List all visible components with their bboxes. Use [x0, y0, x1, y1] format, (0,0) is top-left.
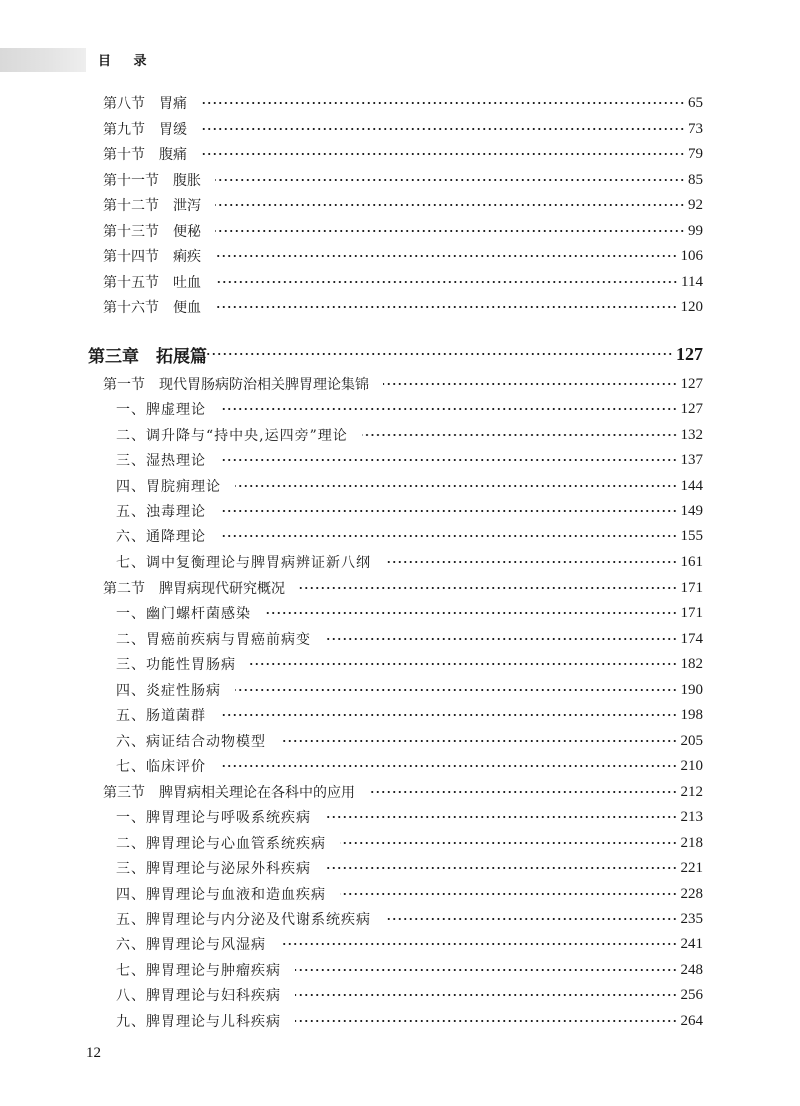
toc-entry-title: 第十三节 便秘 — [103, 224, 201, 240]
toc-entry-title: 五、浊毒理论 — [116, 504, 206, 520]
dot-leader — [280, 738, 678, 744]
toc-page-number: 241 — [680, 935, 703, 952]
toc-subsection-entry[interactable] — [116, 932, 703, 956]
toc-entry-title: 九、脾胃理论与儿科疾病 — [116, 1014, 281, 1030]
toc-page-number: 171 — [680, 579, 703, 596]
toc-section-entry[interactable] — [103, 270, 703, 294]
dot-leader — [385, 559, 678, 565]
toc-page-number: 137 — [680, 451, 703, 468]
toc-entry-title: 二、调升降与“持中央,运四旁”理论 — [116, 428, 348, 444]
toc-section-entry[interactable] — [103, 193, 703, 217]
toc-subsection-entry[interactable] — [116, 627, 703, 651]
toc-subsection-entry[interactable] — [116, 831, 703, 855]
toc-subsection-entry[interactable] — [116, 524, 703, 548]
toc-section-entry[interactable] — [103, 244, 703, 268]
dot-leader — [215, 279, 678, 285]
toc-entry-title: 六、脾胃理论与风湿病 — [116, 937, 266, 953]
toc-subsection-entry[interactable] — [116, 397, 703, 421]
toc-entry-title: 三、功能性胃肠病 — [116, 657, 236, 673]
toc-page-number: 85 — [688, 171, 703, 188]
toc-subsection-entry[interactable] — [116, 550, 703, 574]
dot-leader — [220, 712, 678, 718]
page-number: 12 — [86, 1045, 101, 1061]
toc-entry-title: 第十六节 便血 — [103, 300, 201, 316]
dot-leader — [340, 891, 678, 897]
toc-entry-title: 第八节 胃痛 — [103, 96, 187, 112]
toc-page-number: 205 — [680, 732, 703, 749]
toc-subsection-entry[interactable] — [116, 958, 703, 982]
toc-page-number: 127 — [680, 400, 703, 417]
toc-page-number: 73 — [688, 120, 703, 137]
toc-subsection-entry[interactable] — [116, 652, 703, 676]
toc-entry-title: 七、临床评价 — [116, 759, 206, 775]
toc-page-number: 228 — [680, 885, 703, 902]
dot-leader — [215, 228, 685, 234]
toc-page-number: 132 — [680, 426, 703, 443]
toc-subsection-entry[interactable] — [116, 423, 703, 447]
toc-page-number: 190 — [680, 681, 703, 698]
toc-entry-title: 三、湿热理论 — [116, 453, 206, 469]
toc-section-entry[interactable] — [103, 91, 703, 115]
toc-entry-title: 三、脾胃理论与泌尿外科疾病 — [116, 861, 311, 877]
toc-page-number: 235 — [680, 910, 703, 927]
toc-section-entry[interactable] — [103, 780, 703, 804]
toc-page-number: 182 — [680, 655, 703, 672]
dot-leader — [220, 457, 678, 463]
toc-entry-title: 七、调中复衡理论与脾胃病辨证新八纲 — [116, 555, 371, 571]
toc-entry-title: 第十四节 痢疾 — [103, 249, 201, 265]
dot-leader — [280, 941, 678, 947]
toc-section-entry[interactable] — [103, 168, 703, 192]
toc-subsection-entry[interactable] — [116, 729, 703, 753]
toc-page-number: 120 — [680, 298, 703, 315]
toc-entry-title: 第三节 脾胃病相关理论在各科中的应用 — [103, 785, 355, 801]
toc-entry-title: 第十一节 腹胀 — [103, 173, 201, 189]
toc-entry-title: 四、脾胃理论与血液和造血疾病 — [116, 887, 326, 903]
toc-entry-title: 二、脾胃理论与心血管系统疾病 — [116, 836, 326, 852]
dot-leader — [325, 636, 678, 642]
toc-entry-title: 第十节 腹痛 — [103, 147, 187, 163]
toc-section-entry[interactable] — [103, 117, 703, 141]
toc-subsection-entry[interactable] — [116, 882, 703, 906]
toc-page-number: 114 — [681, 273, 703, 290]
dot-leader — [265, 610, 678, 616]
toc-page-number: 218 — [680, 834, 703, 851]
toc-entry-title: 第一节 现代胃肠病防治相关脾胃理论集锦 — [103, 377, 369, 393]
toc-entry-title: 一、脾胃理论与呼吸系统疾病 — [116, 810, 311, 826]
toc-page-number: 144 — [680, 477, 703, 494]
toc-page-number: 127 — [680, 375, 703, 392]
toc-subsection-entry[interactable] — [116, 474, 703, 498]
toc-page-number: 256 — [680, 986, 703, 1003]
dot-leader — [220, 533, 678, 539]
toc-entry-title: 六、通降理论 — [116, 529, 206, 545]
dot-leader — [220, 406, 678, 412]
toc-page-number: 210 — [680, 757, 703, 774]
toc-entry-title: 五、脾胃理论与内分泌及代谢系统疾病 — [116, 912, 371, 928]
toc-subsection-entry[interactable] — [116, 448, 703, 472]
toc-subsection-entry[interactable] — [116, 754, 703, 778]
toc-page-number: 174 — [680, 630, 703, 647]
toc-page-number: 171 — [680, 604, 703, 621]
dot-leader — [383, 381, 678, 387]
toc-subsection-entry[interactable] — [116, 703, 703, 727]
dot-leader — [250, 661, 678, 667]
toc-entry-title: 八、脾胃理论与妇科疾病 — [116, 988, 281, 1004]
dot-leader — [235, 687, 678, 693]
dot-leader — [369, 789, 678, 795]
dot-leader — [295, 967, 678, 973]
running-header-title: 目 录 — [98, 54, 156, 69]
toc-subsection-entry[interactable] — [116, 983, 703, 1007]
dot-leader — [362, 432, 678, 438]
dot-leader — [215, 304, 678, 310]
toc-subsection-entry[interactable] — [116, 499, 703, 523]
dot-leader — [201, 151, 685, 157]
toc-page-number: 149 — [680, 502, 703, 519]
toc-page-number: 79 — [688, 145, 703, 162]
dot-leader — [215, 253, 678, 259]
dot-leader — [201, 100, 685, 106]
toc-section-entry[interactable] — [103, 295, 703, 319]
dot-leader — [299, 585, 678, 591]
toc-page-number: 264 — [680, 1012, 703, 1029]
toc-page-number: 248 — [680, 961, 703, 978]
toc-entry-title: 七、脾胃理论与肿瘤疾病 — [116, 963, 281, 979]
toc-page-number: 106 — [680, 247, 703, 264]
toc-page-number: 221 — [680, 859, 703, 876]
toc-section-entry[interactable] — [103, 142, 703, 166]
toc-entry-title: 四、胃脘痈理论 — [116, 479, 221, 495]
toc-entry-title: 五、肠道菌群 — [116, 708, 206, 724]
toc-entry-title: 二、胃癌前疾病与胃癌前病变 — [116, 632, 311, 648]
dot-leader — [207, 351, 673, 357]
dot-leader — [325, 865, 678, 871]
toc-section-entry[interactable] — [103, 219, 703, 243]
dot-leader — [340, 840, 678, 846]
toc-entry-title: 六、病证结合动物模型 — [116, 734, 266, 750]
toc-entry-title: 第十二节 泄泻 — [103, 198, 201, 214]
toc-subsection-entry[interactable] — [116, 856, 703, 880]
toc-entry-title: 第二节 脾胃病现代研究概况 — [103, 581, 285, 597]
dot-leader — [295, 992, 678, 998]
toc-subsection-entry[interactable] — [116, 907, 703, 931]
toc-section-entry[interactable] — [103, 576, 703, 600]
dot-leader — [215, 177, 685, 183]
dot-leader — [215, 202, 685, 208]
toc-entry-title: 四、炎症性肠病 — [116, 683, 221, 699]
toc-chapter-entry[interactable] — [88, 340, 703, 368]
toc-page-number: 127 — [676, 343, 703, 364]
toc-entry-title: 第三章 拓展篇 — [88, 346, 207, 367]
toc-page-number: 198 — [680, 706, 703, 723]
toc-entry-title: 第十五节 吐血 — [103, 275, 201, 291]
dot-leader — [385, 916, 678, 922]
toc-subsection-entry[interactable] — [116, 805, 703, 829]
dot-leader — [220, 763, 678, 769]
toc-page-number: 213 — [680, 808, 703, 825]
toc-page-number: 161 — [680, 553, 703, 570]
toc-page-number: 65 — [688, 94, 703, 111]
dot-leader — [235, 483, 678, 489]
toc-subsection-entry[interactable] — [116, 601, 703, 625]
toc-page-number: 155 — [680, 527, 703, 544]
toc-subsection-entry[interactable] — [116, 1009, 703, 1033]
toc-entry-title: 一、幽门螺杆菌感染 — [116, 606, 251, 622]
toc-entry-title: 第九节 胃缓 — [103, 122, 187, 138]
toc-page-number: 99 — [688, 222, 703, 239]
toc-section-entry[interactable] — [103, 372, 703, 396]
toc-page-number: 92 — [688, 196, 703, 213]
toc-subsection-entry[interactable] — [116, 678, 703, 702]
dot-leader — [201, 126, 685, 132]
dot-leader — [220, 508, 678, 514]
dot-leader — [325, 814, 678, 820]
toc-entry-title: 一、脾虚理论 — [116, 402, 206, 418]
toc-page-number: 212 — [680, 783, 703, 800]
dot-leader — [295, 1018, 678, 1024]
